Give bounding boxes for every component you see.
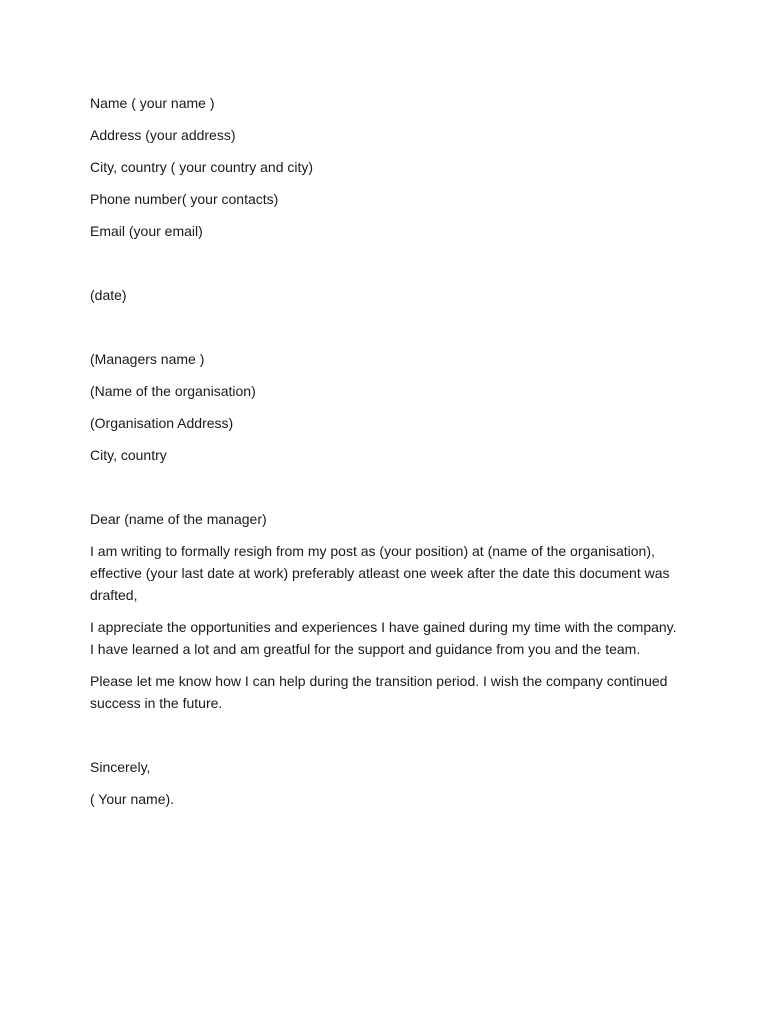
sender-name: Name ( your name ) <box>90 95 215 111</box>
recipient-city-country: City, country <box>90 447 167 463</box>
sender-phone: Phone number( your contacts) <box>90 191 279 207</box>
spacer <box>90 724 680 746</box>
letter-body <box>90 92 680 820</box>
spacer <box>90 252 680 274</box>
letter-date: (date) <box>90 287 127 303</box>
salutation: Dear (name of the manager) <box>90 511 267 527</box>
spacer <box>90 476 680 498</box>
body-paragraph: I am writing to formally resigh from my post as (your position) at (name of the organisation), effective (your last date at work) preferably atleast one week after the date this document was drafted, <box>90 543 670 603</box>
recipient-organisation-name: (Name of the organisation) <box>90 383 256 399</box>
signature: ( Your name). <box>90 791 175 807</box>
recipient-manager-name: (Managers name ) <box>90 351 205 367</box>
body-paragraph: Please let me know how I can help during the transition period. I wish the company continued success in the future. <box>90 673 668 711</box>
sender-city-country: City, country ( your country and city) <box>90 159 314 175</box>
recipient-organisation-address: (Organisation Address) <box>90 415 234 431</box>
body-paragraph: I appreciate the opportunities and experiences I have gained during my time with the company. I have learned a lot and am greatful for the support and guidance from you and the team. <box>90 619 677 657</box>
sender-email: Email (your email) <box>90 223 203 239</box>
sender-address: Address (your address) <box>90 127 236 143</box>
closing: Sincerely, <box>90 759 151 775</box>
spacer <box>90 316 680 338</box>
